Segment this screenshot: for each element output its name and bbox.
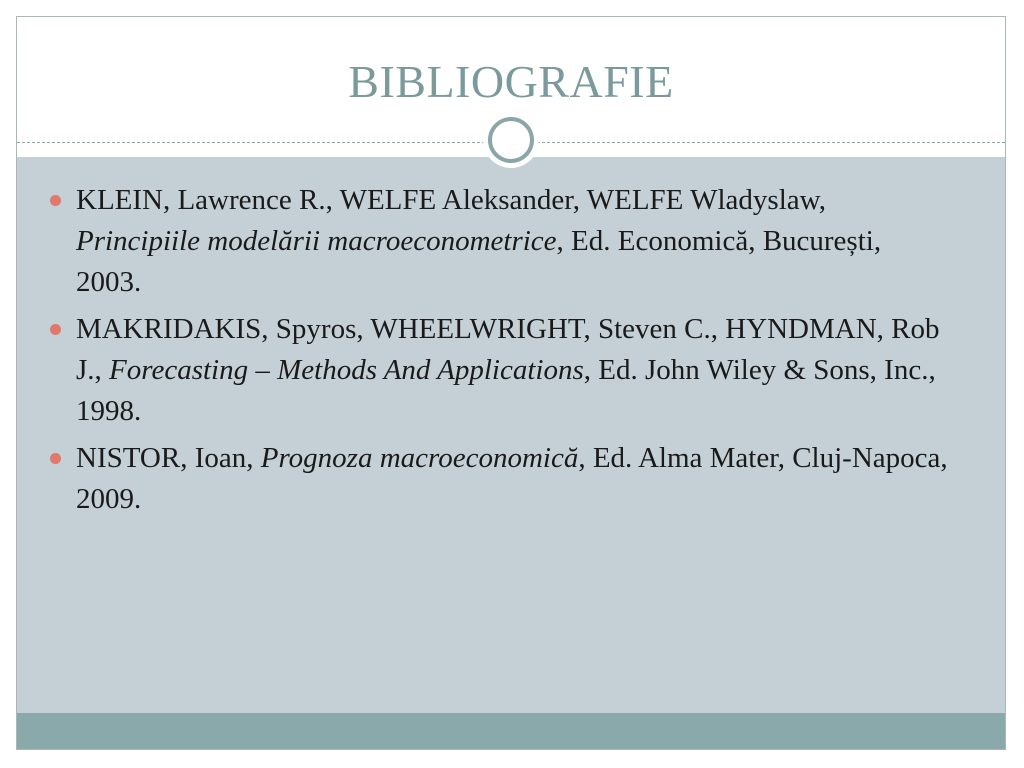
bibliography-work: Prognoza macroeconomică <box>260 442 579 474</box>
circle-ring <box>488 117 534 163</box>
bibliography-item <box>50 309 950 432</box>
bibliography-authors: NISTOR, Ioan, <box>76 442 261 474</box>
bibliography-item <box>50 438 950 520</box>
bullet-icon <box>50 195 61 206</box>
bullet-icon <box>50 324 61 335</box>
slide-title: BIBLIOGRAFIE <box>348 56 674 107</box>
footer-band <box>17 713 1005 749</box>
bibliography-work: Principiile modelării macroeconometrice <box>76 225 557 257</box>
bibliography-details: , Ed. Alma Mater, Cluj-Napoca, 2009. <box>76 442 948 515</box>
bibliography-item <box>50 180 950 303</box>
circle-ornament-icon <box>483 112 539 168</box>
bibliography-details: , Ed. Economică, București, 2003. <box>76 225 882 298</box>
bibliography-work: Forecasting – Methods And Applications <box>109 354 584 386</box>
bullet-icon <box>50 453 61 464</box>
bibliography-authors: MAKRIDAKIS, Spyros, WHEELWRIGHT, Steven C., HYNDMAN, Rob J., <box>76 313 940 386</box>
bibliography-details: , Ed. John Wiley & Sons, Inc., 1998. <box>76 354 936 427</box>
bibliography-authors: KLEIN, Lawrence R., WELFE Aleksander, WELFE Wladyslaw, <box>76 184 826 216</box>
bibliography-list <box>50 180 950 526</box>
